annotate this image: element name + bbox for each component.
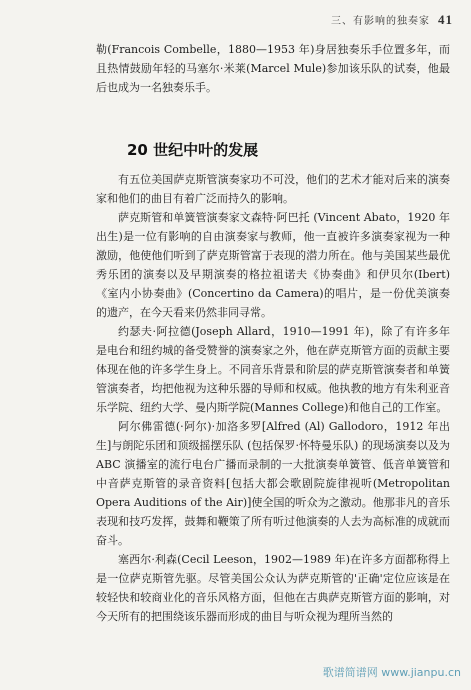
- chapter-title: 三、有影响的独奏家: [331, 16, 430, 27]
- intro-paragraph: 勒(Francois Combelle，1880—1953 年)身居独奏乐手位置多年，而且热情鼓励年轻的马塞尔·米莱(Marcel Mule)参加该乐队的试奏，他最后也成为一名独奏乐手。: [96, 43, 450, 94]
- intro-block: [96, 40, 450, 97]
- paragraph-4: 阿尔佛雷德(·阿尔)·加洛多罗[Alfred (Al) Gallodoro，1912 年出生]与朗陀乐团和顶级摇摆乐队 (包括保罗·怀特曼乐队) 的现场演奏以及为 ABC 演播室的流行电台广播而录制的一大批演奏单簧管、低音单簧管和中音萨克斯管的录音资料[包括大都会歌剧院旋律视听(Metropolitan Opera Auditions of the Air)]使全国的听众为之激动。他那非凡的音乐表现和技巧发挥，鼓舞和鞭策了所有听过他演奏的人去为高标准的成就而奋斗。: [96, 420, 450, 547]
- page-number: 41: [438, 12, 453, 27]
- section-body: [96, 170, 450, 626]
- running-header: [331, 12, 453, 28]
- section-title: 20 世纪中叶的发展: [127, 141, 259, 159]
- paragraph-1: 有五位美国萨克斯管演奏家功不可没，他们的艺术才能对后来的演奏家和他们的曲目有着广泛而持久的影响。: [96, 173, 450, 205]
- paragraph-3: 约瑟夫·阿拉德(Joseph Allard，1910—1991 年)，除了有许多年是电台和纽约城的备受赞誉的演奏家之外，他在萨克斯管方面的贡献主要体现在他的许多学生身上。不同音乐背景和阶层的萨克斯管演奏者和单簧管演奏者，均把他视为这种乐器的导师和权威。他执教的地方有朱利亚音乐学院、纽约大学、曼内斯学院(Mannes College)和他自己的工作室。: [96, 325, 450, 414]
- paragraph-5: 塞西尔·利森(Cecil Leeson，1902—1989 年)在许多方面都称得上是一位萨克斯管先驱。尽管美国公众认为萨克斯管的'正确'定位应该是在较轻快和较商业化的音乐风格方面，但他在古典萨克斯管方面的影响，对今天所有的把围绕该乐器而形成的曲目与听众视为理所当然的: [96, 553, 450, 623]
- paragraph-2: 萨克斯管和单簧管演奏家文森特·阿巴托 (Vincent Abato，1920 年出生)是一位有影响的自由演奏家与教师，他一直被许多演奏家视为一种激励，他使他们听到了萨克斯管富于表现的潜力所在。他与美国某些最优秀乐团的演奏以及早期演奏的格拉祖诺夫《协奏曲》和伊贝尔(Ibert)《室内小协奏曲》(Concertino da Camera)的唱片，是一份优美演奏的遗产，在今天看来仍然非同寻常。: [96, 211, 450, 319]
- site-watermark: 歌谱简谱网 www.jianpu.cn: [322, 666, 461, 679]
